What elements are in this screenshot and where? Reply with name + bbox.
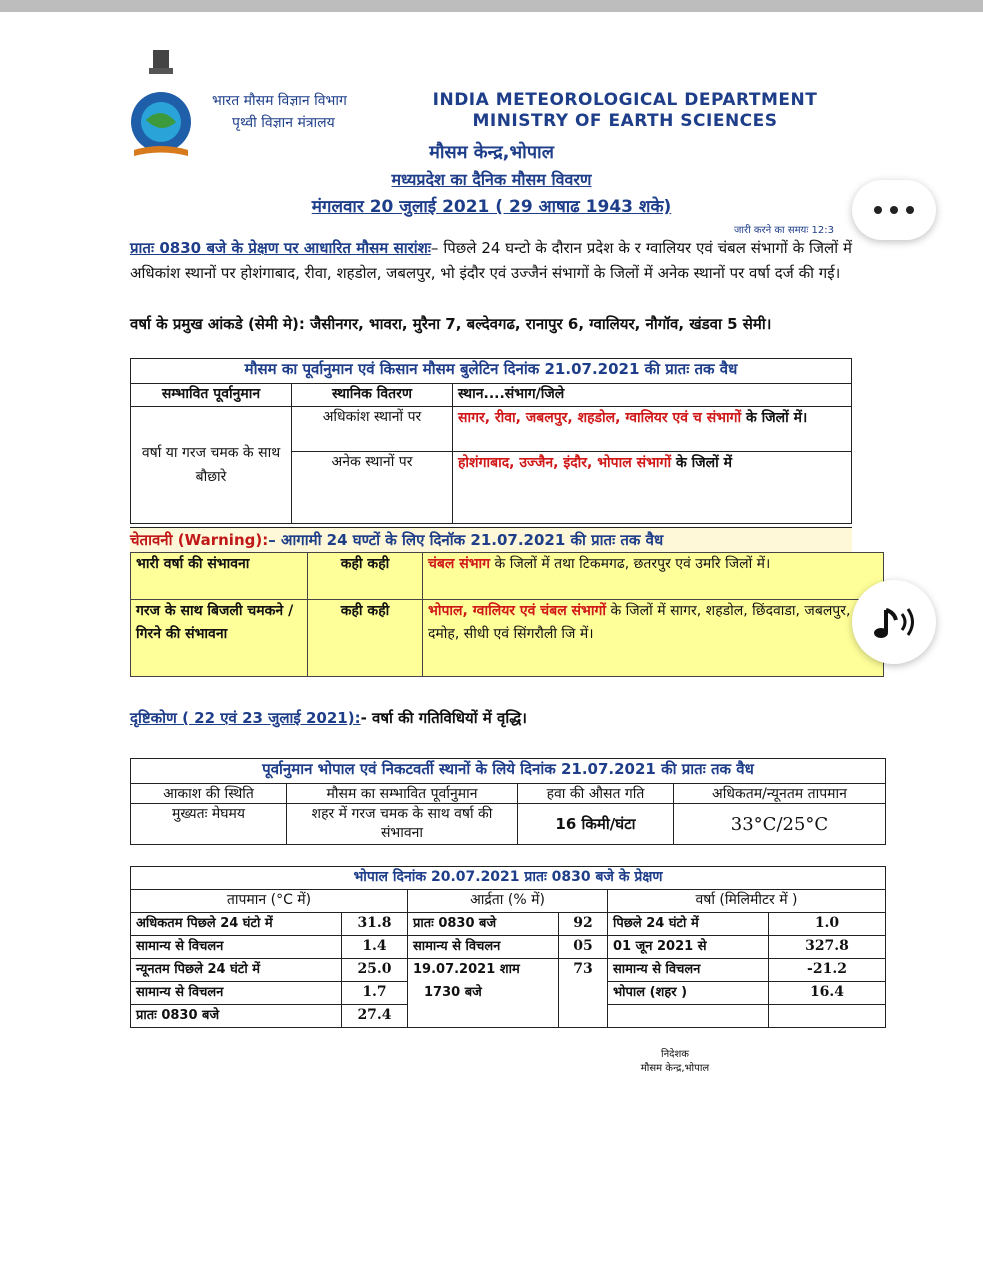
rain-value: -21.2 — [769, 959, 886, 982]
bhopal-forecast-table — [130, 758, 886, 845]
more-dots-icon — [890, 206, 898, 214]
humidity-value: 92 — [559, 913, 608, 936]
summary-lead: प्रातः 0830 बजे के प्रेक्षण पर आधारित मौसम सारांशः — [130, 239, 431, 257]
warning-text: – आगामी 24 घण्टों के लिए दिनॉक 21.07.2021 की प्रातः तक वैध — [268, 531, 664, 549]
sky-value: मुख्यतः मेघमय — [131, 804, 287, 845]
humidity-label: 19.07.2021 शाम — [408, 959, 559, 982]
temp-label: अधिकतम पिछले 24 घंटो में — [131, 913, 342, 936]
wind-header: हवा की औसत गति — [518, 784, 674, 804]
places-many-tail: के जिलों में — [671, 455, 732, 472]
signature-title: निदेशक — [661, 1049, 689, 1060]
temp-label: प्रातः 0830 बजे — [131, 1005, 342, 1028]
audio-note-icon — [852, 580, 936, 664]
outlook-text: - वर्षा की गतिविधियों में वृद्धि। — [360, 709, 527, 727]
read-aloud-button[interactable] — [852, 580, 936, 664]
humidity-label: प्रातः 0830 बजे — [408, 913, 559, 936]
col-forecast: सम्भावित पूर्वानुमान — [131, 384, 292, 407]
hindi-department-name — [212, 90, 347, 134]
signature-block — [620, 1048, 730, 1076]
distribution-many: अनेक स्थानों पर — [292, 452, 453, 524]
issue-time: जारी करने का समयः 12:3 — [734, 225, 835, 236]
table-row — [131, 959, 886, 982]
humidity-value: 05 — [559, 936, 608, 959]
places-most-tail: के जिलों में। — [741, 410, 808, 426]
table-row — [131, 1005, 886, 1028]
observation-table — [130, 866, 886, 1028]
rain-label: 01 जून 2021 से — [608, 936, 769, 959]
summary-text: – पिछले 24 घन्टो के दौरान प्रदेश के र ग्वालियर एवं चंबल संभागों के जिलों में अधिकांश स्थानों पर होशंगाबाद, रीवा, शहडोल, जबलपुर, भो इंदौर एवं उज्जैनं संभागों के जिलों में अनेक स्थानों पर वर्षा दर्ज की गई। — [130, 239, 852, 282]
humidity-value: 73 — [559, 959, 608, 982]
humidity-label: सामान्य से विचलन — [408, 936, 559, 959]
rainfall-header: वर्षा (मिलिमीटर में ) — [608, 890, 886, 913]
temp-value: 33°C/25°C — [674, 804, 886, 845]
rain-label — [608, 1005, 769, 1028]
rain-value: 1.0 — [769, 913, 886, 936]
temp-header: अधिकतम/न्यूनतम तापमान — [674, 784, 886, 804]
outlook-lead: दृष्टिकोण ( 22 एवं 23 जुलाई 2021): — [130, 709, 361, 727]
places-many — [453, 452, 852, 524]
humidity-label — [408, 1005, 559, 1028]
col-distribution: स्थानिक वितरण — [292, 384, 453, 407]
distribution-most: अधिकांश स्थानों पर — [292, 407, 453, 452]
temp-label: न्यूनतम पिछले 24 घंटो में — [131, 959, 342, 982]
rain-value: 16.4 — [769, 982, 886, 1005]
weather-summary — [130, 236, 852, 286]
centre-title: मौसम केन्द्र,भोपाल — [429, 142, 554, 163]
forecast-table — [130, 358, 852, 524]
more-dots-icon — [906, 206, 914, 214]
col-places: स्थान....संभाग/जिले — [453, 384, 852, 407]
places-most — [453, 407, 852, 452]
places-many-names: होशंगाबाद, उज्जैन, इंदौर, भोपाल संभागों — [458, 455, 672, 472]
places-most-names: सागर, रीवा, जबलपुर, शहडोल, ग्वालियर एवं च संभागों — [458, 410, 742, 426]
rain-label: भोपाल (शहर ) — [608, 982, 769, 1005]
warning-places-rest: के जिलों में तथा टिकमगढ, छतरपुर एवं उमरि जिलों में। — [490, 556, 771, 572]
warning-places-names: चंबल संभाग — [428, 556, 491, 572]
outlook — [130, 708, 527, 728]
table-row — [131, 936, 886, 959]
observation-title: भोपाल दिनांक 20.07.2021 प्रातः 0830 बजे के प्रेक्षण — [131, 867, 886, 890]
hindi-ministry-line: पृथ्वी विज्ञान मंत्रालय — [232, 115, 335, 131]
hindi-dept-line: भारत मौसम विज्ञान विभाग — [212, 93, 347, 109]
temp-value: 25.0 — [342, 959, 408, 982]
forecast-type: वर्षा या गरज चमक के साथ बौछारे — [131, 407, 292, 524]
signature-office: मौसम केन्द्र,भोपाल — [640, 1063, 710, 1074]
warning-type: गरज के साथ बिजली चमकने / गिरने की संभावना — [131, 600, 308, 677]
warning-frequency: कही कही — [308, 600, 423, 677]
table-row — [131, 982, 886, 1005]
report-date: मंगलवार 20 जुलाई 2021 ( 29 आषाढ 1943 शके) — [311, 197, 672, 217]
eng-dept-line: INDIA METEOROLOGICAL DEPARTMENT — [432, 90, 818, 110]
rain-label: सामान्य से विचलन — [608, 959, 769, 982]
temp-value: 31.8 — [342, 913, 408, 936]
warning-places — [423, 600, 884, 677]
warning-places-names: भोपाल, ग्वालियर एवं चंबल संभागों — [428, 603, 607, 619]
humidity-label: 1730 बजे — [408, 982, 559, 1005]
warning-type: भारी वर्षा की संभावना — [131, 553, 308, 600]
table-row — [131, 913, 886, 936]
temp-label: सामान्य से विचलन — [131, 936, 342, 959]
temp-value: 1.4 — [342, 936, 408, 959]
more-options-button[interactable] — [852, 180, 936, 240]
temp-value: 27.4 — [342, 1005, 408, 1028]
forecast-header: मौसम का सम्भावित पूर्वानुमान — [287, 784, 518, 804]
humidity-value — [559, 982, 608, 1005]
sky-header: आकाश की स्थिति — [131, 784, 287, 804]
temperature-header: तापमान (°C में) — [131, 890, 408, 913]
warning-places-rest: के जिलों में सागर, शहडोल, छिंदवाडा, जबलपुर, दमोह, सीधी एवं सिंगरौली जि में। — [428, 603, 851, 642]
rain-label: पिछले 24 घंटो में — [608, 913, 769, 936]
bhopal-forecast-title: पूर्वानुमान भोपाल एवं निकटवर्ती स्थानों के लिये दिनांक 21.07.2021 की प्रातः तक वैध — [131, 759, 886, 784]
report-title: मध्यप्रदेश का दैनिक मौसम विवरण — [391, 170, 592, 189]
more-dots-icon — [874, 206, 882, 214]
english-department-name — [420, 90, 830, 132]
rainfall-figures: वर्षा के प्रमुख आंकडे (सेमी मे): जैसीनगर, भावरा, मुरैना 7, बल्देवगढ, रानापुर 6, ग्वालियर, नौगॉव, खंडवा 5 सेमी। — [130, 315, 772, 333]
warning-title — [130, 527, 852, 553]
temp-label: सामान्य से विचलन — [131, 982, 342, 1005]
warning-places — [423, 553, 884, 600]
temp-value: 1.7 — [342, 982, 408, 1005]
rain-value — [769, 1005, 886, 1028]
warning-frequency: कही कही — [308, 553, 423, 600]
warning-label: चेतावनी (Warning): — [130, 531, 269, 549]
eng-ministry-line: MINISTRY OF EARTH SCIENCES — [472, 111, 778, 131]
wind-value: 16 किमी/घंटा — [518, 804, 674, 845]
rain-value: 327.8 — [769, 936, 886, 959]
top-status-strip — [0, 0, 983, 12]
humidity-value — [559, 1005, 608, 1028]
forecast-value: शहर में गरज चमक के साथ वर्षा की संभावना — [287, 804, 518, 845]
humidity-header: आर्द्रता (% में) — [408, 890, 608, 913]
forecast-table-title: मौसम का पूर्वानुमान एवं किसान मौसम बुलेटिन दिनांक 21.07.2021 की प्रातः तक वैध — [131, 359, 852, 384]
warning-table — [130, 552, 884, 677]
